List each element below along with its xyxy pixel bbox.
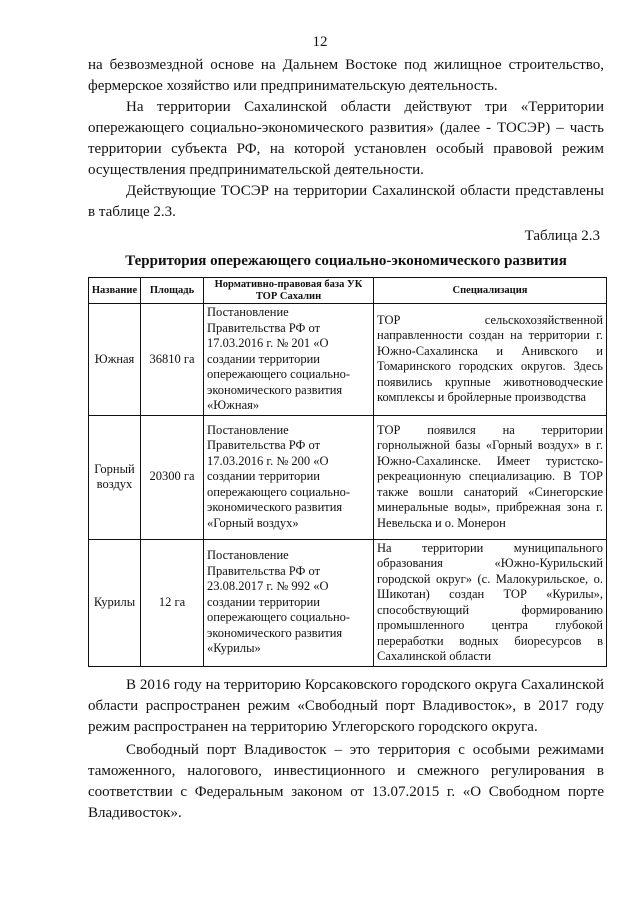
row-specialization: ТОР появился на территории горнолыжной базы «Горный воздух» в г. Южно-Сахалинске. Имеет туристско-рекреационную специализацию. В ТОР также вошли санаторий «Синегорские минеральные воды», прибрежная зона г. Невельска и о. Монерон (374, 415, 607, 539)
page-number: 12 (312, 34, 328, 50)
row-legal-basis: Постановление Правительства РФ от 17.03.2016 г. № 200 «О создании территории опережающего социально-экономического развития «Горный воздух» (204, 415, 374, 539)
row-legal-basis: Постановление Правительства РФ от 17.03.2016 г. № 201 «О создании территории опережающего социально-экономического развития «Южная» (204, 304, 374, 416)
header-name: Название (89, 278, 141, 304)
row-legal-basis: Постановление Правительства РФ от 23.08.2017 г. № 992 «О создании территории опережающего социально-экономического развития «Курилы» (204, 539, 374, 666)
paragraph-tosr-intro: На территории Сахалинской области действуют три «Территории опережающего социально-экономического развития» (далее - ТОСЭР) – часть территории субъекта РФ, на которой установлен особый правовой режим осуществления предпринимательской деятельности. (88, 99, 604, 178)
table-header-row (89, 278, 607, 304)
table-title: Территория опережающего социально-экономического развития (125, 253, 567, 269)
row-specialization: ТОР сельскохозяйственной направленности создан на территории г. Южно-Сахалинска и Анивского и Томаринского городских округов. Здесь появились крупные животноводческие комплексы и бройлерные производства (374, 304, 607, 416)
table-label: Таблица 2.3 (524, 228, 600, 244)
table-row (89, 415, 607, 539)
header-legal-basis: Нормативно-правовая база УК ТОР Сахалин (204, 278, 374, 304)
tosr-table (88, 277, 607, 667)
row-name: Курилы (89, 539, 141, 666)
row-area: 36810 га (141, 304, 204, 416)
row-name: Горный воздух (89, 415, 141, 539)
table-row (89, 304, 607, 416)
header-area: Площадь (141, 278, 204, 304)
header-specialization: Специализация (374, 278, 607, 304)
row-specialization: На территории муниципального образования «Южно-Курильский городской округ» (с. Малокурильское, о. Шикотан) создан ТОР «Курилы», способствующий формированию промышленного центра глубокой переработки водных биоресурсов в Сахалинской области (374, 539, 607, 666)
paragraph-free-port-korsakov: В 2016 году на территорию Корсаковского городского округа Сахалинской области распространен режим «Свободный порт Владивосток», в 2017 году режим распространен на территорию Углегорского городского округа. (88, 677, 604, 735)
paragraph-table-reference: Действующие ТОСЭР на территории Сахалинской области представлены в таблице 2.3. (88, 183, 604, 220)
row-name: Южная (89, 304, 141, 416)
intro-paragraph: на безвозмездной основе на Дальнем Востоке под жилищное строительство, фермерское хозяйство или предпринимательскую деятельность. (88, 57, 604, 94)
row-area: 20300 га (141, 415, 204, 539)
row-area: 12 га (141, 539, 204, 666)
paragraph-free-port-definition: Свободный порт Владивосток – это территория с особыми режимами таможенного, налогового, инвестиционного и смежного регулирования в соответствии с Федеральным законом от 13.07.2015 г. «О Свободном порте Владивосток». (88, 742, 604, 821)
table-row (89, 539, 607, 666)
